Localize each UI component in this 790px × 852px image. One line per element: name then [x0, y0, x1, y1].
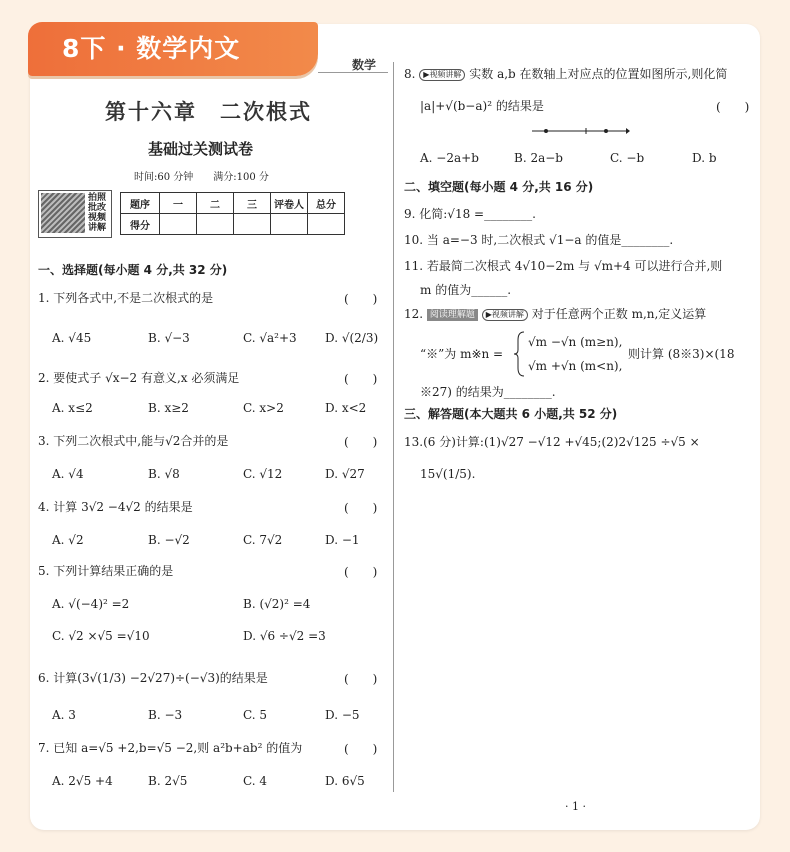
answer-paren[interactable]: ( ): [344, 501, 378, 515]
question-10[interactable]: 10. 当 a=−3 时,二次根式 √1−a 的值是________.: [404, 233, 674, 247]
score-header: 题序: [121, 193, 160, 214]
q7-option-a[interactable]: A. 2√5 +4: [52, 774, 113, 788]
q4-option-c[interactable]: C. 7√2: [243, 533, 283, 547]
q3-option-a[interactable]: A. √4: [52, 467, 84, 481]
score-cell[interactable]: [271, 214, 308, 235]
qr-stamp[interactable]: [38, 190, 112, 238]
question-3: 3. 下列二次根式中,能与√2合并的是: [38, 434, 229, 448]
q7-option-d[interactable]: D. 6√5: [325, 774, 365, 788]
q8-option-d[interactable]: D. b: [692, 151, 717, 165]
number-line: [530, 124, 630, 146]
q2-option-c[interactable]: C. x>2: [243, 401, 284, 415]
question-11-line1: 11. 若最简二次根式 4√10−2m 与 √m+4 可以进行合并,则: [404, 259, 723, 273]
q2-option-b[interactable]: B. x≥2: [148, 401, 189, 415]
grade-banner: 8下 · 数学内文: [28, 22, 318, 76]
section-solve-heading: 三、解答题(本大题共 6 小题,共 52 分): [404, 407, 618, 421]
brace-icon: [512, 330, 526, 378]
score-table: [120, 192, 345, 235]
question-8: [404, 66, 727, 82]
question-6: 6. 计算(3√(1/3) −2√27)÷(−√3)的结果是: [38, 671, 268, 685]
q4-option-b[interactable]: B. −√2: [148, 533, 190, 547]
question-4: 4. 计算 3√2 −4√2 的结果是: [38, 500, 193, 514]
q3-option-d[interactable]: D. √27: [325, 467, 365, 481]
q5-option-d[interactable]: D. √6 ÷√2 =3: [243, 629, 326, 643]
question-12-line4[interactable]: ※27) 的结果为________.: [420, 385, 556, 399]
q8-option-a[interactable]: A. −2a+b: [420, 151, 479, 165]
question-8-text: 实数 a,b 在数轴上对应点的位置如图所示,则化简: [469, 67, 728, 81]
score-cell[interactable]: [234, 214, 271, 235]
q1-option-b[interactable]: B. √−3: [148, 331, 190, 345]
video-tag-label: 视频讲解: [491, 309, 524, 319]
question-8-line2: |a|+√(b−a)² 的结果是: [420, 99, 544, 113]
q5-option-b[interactable]: B. (√2)² =4: [243, 597, 311, 611]
video-tag-label: 视频讲解: [429, 69, 462, 79]
header-rule: [318, 72, 388, 73]
q5-option-c[interactable]: C. √2 ×√5 =√10: [52, 629, 150, 643]
q6-option-a[interactable]: A. 3: [52, 708, 76, 722]
question-9[interactable]: 9. 化简:√18 =________.: [404, 207, 536, 221]
page-number: · 1 ·: [565, 800, 586, 813]
question-13-line1: 13.(6 分)计算:(1)√27 −√12 +√45;(2)2√125 ÷√5 ×: [404, 435, 700, 449]
section-choice-heading: 一、选择题(每小题 4 分,共 32 分): [38, 263, 228, 277]
q7-option-b[interactable]: B. 2√5: [148, 774, 188, 788]
score-header: 总分: [308, 193, 345, 214]
time-and-score: 时间:60 分钟 满分:100 分: [134, 172, 269, 183]
number-line-arrow: [626, 128, 630, 134]
section-fill-heading: 二、填空题(每小题 4 分,共 16 分): [404, 180, 594, 194]
question-12-line3: 则计算 (8※3)×(18: [628, 347, 735, 361]
score-header: 二: [197, 193, 234, 214]
score-header: 三: [234, 193, 271, 214]
stamp-label: 拍照批改 视频讲解: [88, 193, 107, 233]
answer-paren[interactable]: ( ): [344, 672, 378, 686]
q6-option-c[interactable]: C. 5: [243, 708, 268, 722]
score-cell[interactable]: [160, 214, 197, 235]
q4-option-a[interactable]: A. √2: [52, 533, 84, 547]
question-2: 2. 要使式子 √x−2 有意义,x 必须满足: [38, 371, 240, 385]
question-12: [404, 306, 706, 322]
score-cell[interactable]: [308, 214, 345, 235]
video-tag[interactable]: ▶视频讲解: [482, 309, 528, 321]
case-2: √m +√n (m<n),: [528, 359, 623, 373]
q3-option-c[interactable]: C. √12: [243, 467, 283, 481]
q1-option-d[interactable]: D. √(2/3): [325, 331, 379, 345]
answer-paren[interactable]: ( ): [716, 100, 750, 114]
q8-option-b[interactable]: B. 2a−b: [514, 151, 563, 165]
question-13-line2: 15√(1/5).: [420, 467, 476, 481]
q1-option-a[interactable]: A. √45: [52, 331, 92, 345]
question-8-number: 8.: [404, 67, 416, 81]
subject-label: 数学: [352, 58, 377, 72]
column-divider: [393, 62, 394, 792]
question-12-line2: “※”为 m※n =: [420, 347, 504, 361]
q6-option-d[interactable]: D. −5: [325, 708, 360, 722]
question-5: 5. 下列计算结果正确的是: [38, 564, 174, 578]
answer-paren[interactable]: ( ): [344, 372, 378, 386]
case-1: √m −√n (m≥n),: [528, 335, 623, 349]
question-12-text: 对于任意两个正数 m,n,定义运算: [531, 307, 707, 321]
point-a: [544, 129, 548, 133]
question-7: 7. 已知 a=√5 +2,b=√5 −2,则 a²b+ab² 的值为: [38, 741, 303, 755]
reading-tag: 阅读理解题: [427, 309, 478, 321]
score-cell[interactable]: [197, 214, 234, 235]
q7-option-c[interactable]: C. 4: [243, 774, 268, 788]
q5-option-a[interactable]: A. √(−4)² =2: [52, 597, 130, 611]
point-b: [604, 129, 608, 133]
video-tag[interactable]: ▶视频讲解: [419, 69, 465, 81]
score-header: 一: [160, 193, 197, 214]
answer-paren[interactable]: ( ): [344, 742, 378, 756]
score-row-label: 得分: [121, 214, 160, 235]
q2-option-d[interactable]: D. x<2: [325, 401, 367, 415]
q2-option-a[interactable]: A. x≤2: [52, 401, 93, 415]
question-12-number: 12.: [404, 307, 424, 321]
question-1: 1. 下列各式中,不是二次根式的是: [38, 291, 214, 305]
q1-option-c[interactable]: C. √a²+3: [243, 331, 297, 345]
test-title: 基础过关测试卷: [148, 140, 254, 158]
q3-option-b[interactable]: B. √8: [148, 467, 180, 481]
chapter-title: 第十六章 二次根式: [105, 99, 312, 124]
qr-code-icon: [41, 193, 85, 233]
answer-paren[interactable]: ( ): [344, 292, 378, 306]
question-11-line2[interactable]: m 的值为______.: [420, 283, 512, 297]
score-header: 评卷人: [271, 193, 308, 214]
answer-paren[interactable]: ( ): [344, 565, 378, 579]
q4-option-d[interactable]: D. −1: [325, 533, 360, 547]
answer-paren[interactable]: ( ): [344, 435, 378, 449]
exam-sheet: [30, 24, 760, 830]
q6-option-b[interactable]: B. −3: [148, 708, 183, 722]
q8-option-c[interactable]: C. −b: [610, 151, 645, 165]
